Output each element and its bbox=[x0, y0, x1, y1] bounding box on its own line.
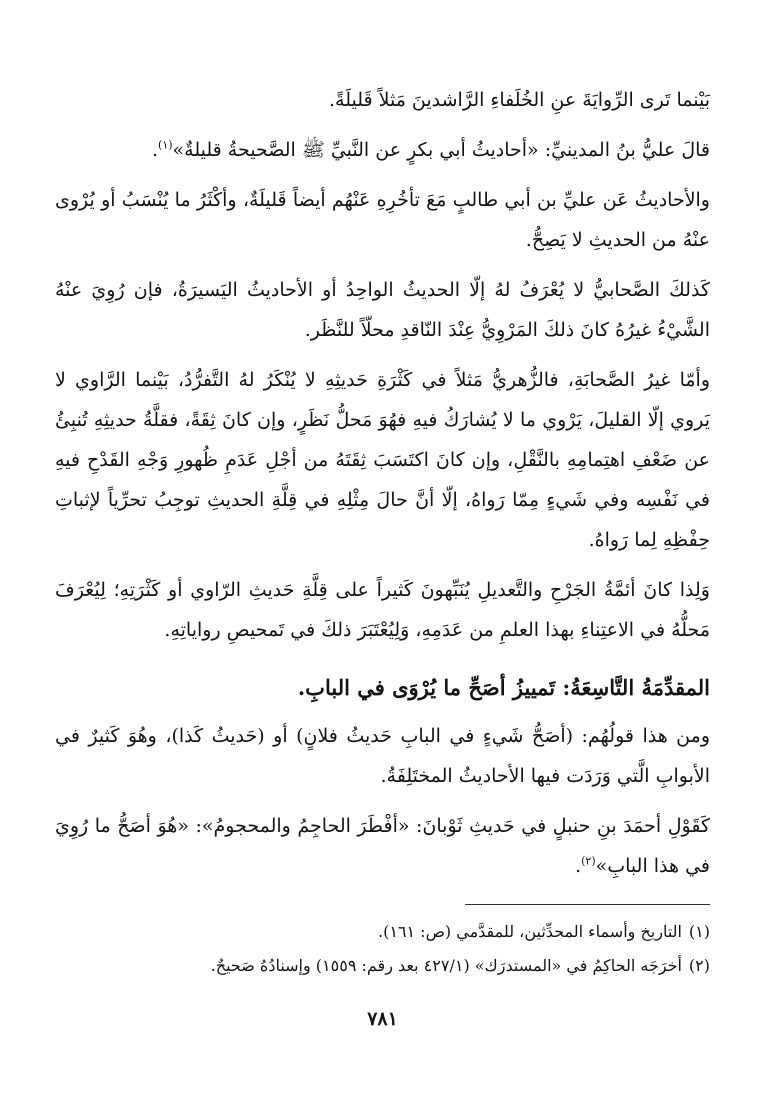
paragraph-2 bbox=[55, 130, 710, 170]
footnote-1-number: (١) bbox=[688, 922, 710, 941]
footnote-2 bbox=[55, 949, 710, 983]
paragraph-3-text: والأحاديثُ عَن عليِّ بن أبي طالبٍ مَعَ تأخُرِهِ عَنْهُم أيضاً قَليلَةٌ، وأكْثَرُ ما يُنْسَبُ أو يُرْوى عنْهُ من الحديثِ لا يَصِحُّ. bbox=[55, 189, 710, 251]
paragraph-8-tail: . bbox=[575, 855, 582, 877]
footnote-separator bbox=[465, 904, 710, 905]
footnote-2-number: (٢) bbox=[688, 956, 710, 975]
footnote-1-text: التاريخ وأسماء المحدِّثين، للمقدَّمي (ص: ١٦١). bbox=[377, 922, 682, 941]
footnote-2-text: أخرَجَه الحاكِمُ في «المستدرَك» (٤٢٧/١ بعد رقم: ١٥٥٩) وإسنادُهُ صَحيحٌ. bbox=[210, 956, 682, 975]
paragraph-6-text: وَلِذا كانَ أئمَّةُ الجَرْحِ والتَّعديلِ يُنَبِّهونَ كَثيراً على قِلَّةِ حَديثِ الرّاوي أو كَثْرَتِهِ؛ لِيُعْرَفَ مَحلُّهُ في الاعتِناءِ بهذا العلمِ من عَدَمِهِ، وَلِيُعْتَبَرَ ذلكَ في تَمحيصِ رواياتِهِ. bbox=[55, 579, 710, 641]
section-heading: المقدِّمَةُ التَّاسِعَةُ: تَمييزُ أصَحِّ ما يُرْوَى في البابِ. bbox=[297, 675, 710, 700]
paragraph-8 bbox=[55, 806, 710, 886]
paragraph-5-text: وأمّا غيرُ الصَّحابَةِ، فالزُّهريُّ مَثلاً في كَثْرَةِ حَديثِهِ لا يُنْكَرُ لهُ التَّفرُّدُ، بَيْنما الرَّاوي لا يَروي إلّا القليلَ، يَرْوي ما لا يُشارَكُ فيهِ فهُوَ مَحلُّ نَظَرٍ، وإن كانَ ثِقَةً، فقلَّةُ حديثِهِ تُنبِئُ عن ضَعْفِ اهتِمامِهِ بالنَّقْلِ، وإن كانَ اكتَسَبَ ثِقَتَهُ من أجْلِ عَدَمِ ظُهورِ وَجْهِ القَدْحِ فيهِ في نَفْسِه وفي شَيءٍ مِمّا رَواهُ، إلّا أنَّ حالَ مِثْلِهِ في قِلَّةِ الحديثِ توجِبُ تحرِّياً لإثباتِ حِفْظِهِ لِما رَواهُ. bbox=[55, 369, 710, 551]
paragraph-2-text: قالَ عليُّ بنُ المدينيِّ: «أحاديثُ أبي بكرٍ عن النَّبيِّ ﷺ الصَّحيحةُ قليلةٌ» bbox=[172, 139, 710, 161]
footnote-ref-1[interactable]: (١) bbox=[158, 138, 173, 152]
paragraph-7 bbox=[55, 716, 710, 796]
paragraph-5 bbox=[55, 360, 710, 560]
paragraph-8-text: كَقَوْلِ أحمَدَ بنِ حنبلٍ في حَديثِ ثَوْبانَ: «أفْطَرَ الحاجِمُ والمحجومُ»: «هُوَ أصَحُّ ما رُوِيَ في هذا البابِ» bbox=[55, 815, 710, 877]
paragraph-1-text: بَيْنما تَرى الرِّوايَةَ عنِ الخُلَفاءِ الرَّاشدينَ مَثلاً قَليلَةً. bbox=[328, 89, 710, 111]
paragraph-6 bbox=[55, 570, 710, 650]
footnote-1 bbox=[55, 915, 710, 949]
paragraph-4-text: كَذلكَ الصَّحابيُّ لا يُعْرَفُ لهُ إلّا الحديثُ الواحِدُ أو الأحاديثُ اليَسيرَةُ، فإن رُوِيَ عنْهُ الشَّيْءُ غيرُهُ كانَ ذلكَ المَرْوِيُّ عِنْدَ النّاقدِ محلّاً للنَّظَر. bbox=[55, 279, 710, 341]
page-number: ٧٨١ bbox=[367, 1008, 398, 1030]
paragraph-7-text: ومن هذا قولُهُم: (أصَحُّ شَيءٍ في البابِ حَديثُ فلانٍ) أو (حَديثُ كَذا)، وهُوَ كَثيرٌ في الأبوابِ الَّتي وَرَدَت فيها الأحاديثُ المختَلِفَةُ. bbox=[55, 725, 710, 787]
footnote-ref-2[interactable]: (٢) bbox=[581, 854, 596, 868]
paragraph-3 bbox=[55, 180, 710, 260]
paragraph-1 bbox=[55, 80, 710, 120]
paragraph-2-tail: . bbox=[151, 139, 159, 161]
paragraph-4 bbox=[55, 270, 710, 350]
